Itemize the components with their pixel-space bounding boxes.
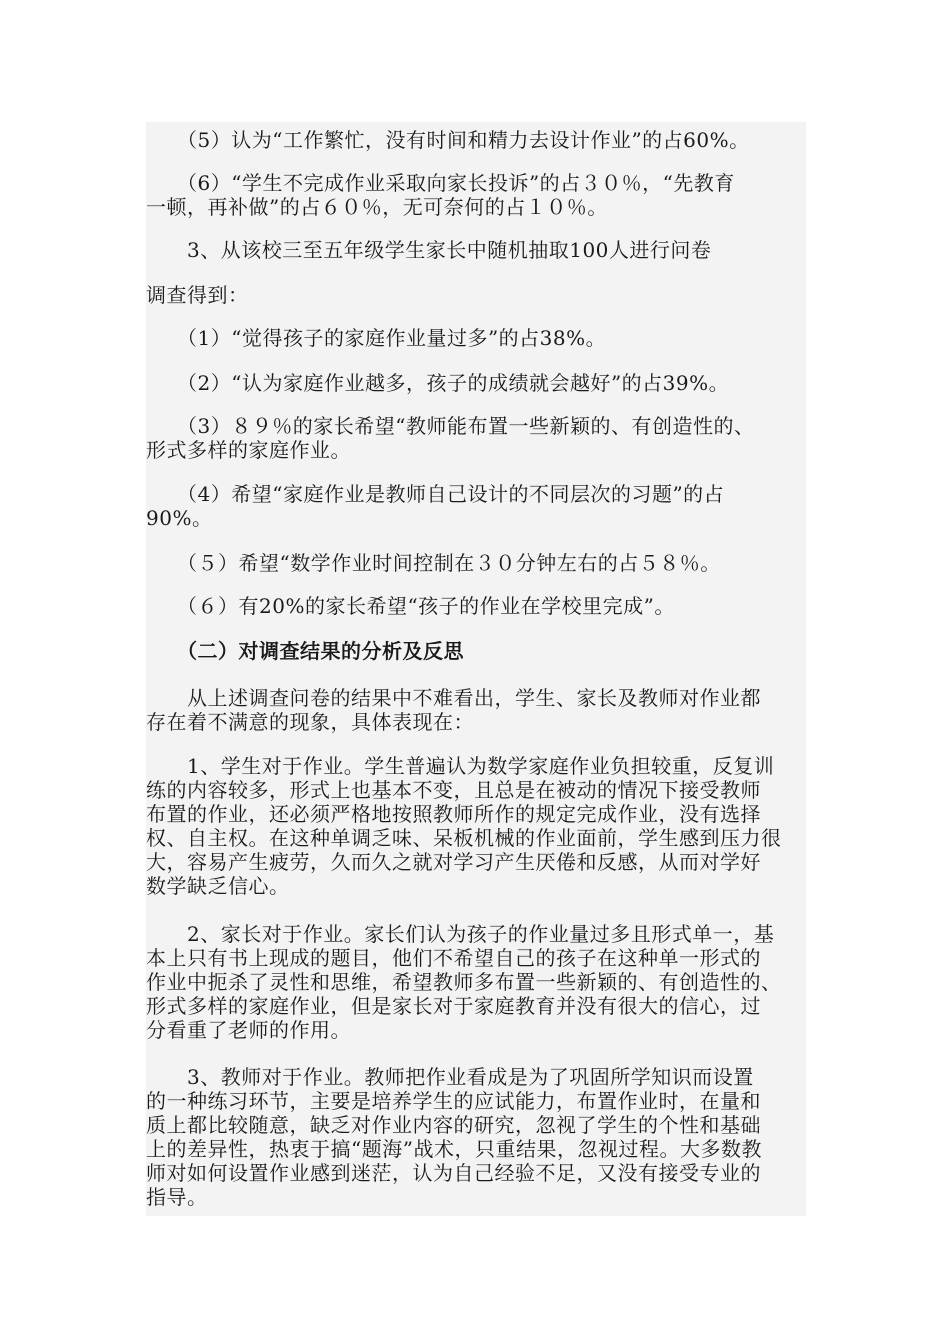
paragraph bbox=[146, 594, 806, 618]
text-line: （1）“觉得孩子的家庭作业量过多”的占38%。 bbox=[146, 326, 607, 350]
text-line: 90%。 bbox=[146, 506, 213, 530]
text-line: （3）８９％的家长希望“教师能布置一些新颖的、有创造性的、 bbox=[146, 414, 755, 438]
text-line: 一顿，再补做”的占６０％，无可奈何的占１０％。 bbox=[146, 195, 608, 219]
text-line: 练的内容较多，形式上也基本不变，且总是在被动的情况下接受教师 bbox=[146, 778, 761, 802]
paragraph bbox=[146, 1065, 806, 1209]
text-line: 分看重了老师的作用。 bbox=[146, 1018, 351, 1042]
text-line: 3、从该校三至五年级学生家长中随机抽取100人进行问卷 bbox=[146, 238, 712, 262]
paragraph bbox=[146, 371, 806, 395]
paragraph bbox=[146, 922, 806, 1042]
paragraph bbox=[146, 414, 806, 462]
text-line: 3、教师对于作业。教师把作业看成是为了巩固所学知识而设置 bbox=[146, 1065, 754, 1089]
text-line: （4）希望“家庭作业是教师自己设计的不同层次的习题”的占 bbox=[146, 482, 725, 506]
text-line: 1、学生对于作业。学生普遍认为数学家庭作业负担较重，反复训 bbox=[146, 754, 775, 778]
text-line: 权、自主权。在这种单调乏味、呆板机械的作业面前，学生感到压力很 bbox=[146, 826, 782, 850]
section-heading bbox=[146, 639, 806, 663]
text-line: （５）希望“数学作业时间控制在３０分钟左右的占５８％。 bbox=[146, 551, 721, 575]
paragraph bbox=[146, 128, 806, 152]
text-line: 形式多样的家庭作业，但是家长对于家庭教育并没有很大的信心，过 bbox=[146, 994, 761, 1018]
text-line: 存在着不满意的现象，具体表现在： bbox=[146, 710, 474, 734]
text-line: 上的差异性，热衷于搞“题海”战术，只重结果，忽视过程。大多数教 bbox=[146, 1137, 762, 1161]
paragraph bbox=[146, 326, 806, 350]
text-line: 从上述调查问卷的结果中不难看出，学生、家长及教师对作业都 bbox=[146, 686, 761, 710]
paragraph bbox=[146, 551, 806, 575]
paragraph bbox=[146, 283, 806, 307]
paragraph bbox=[146, 171, 806, 219]
text-line: 数学缺乏信心。 bbox=[146, 874, 290, 898]
text-line: （2）“认为家庭作业越多，孩子的成绩就会越好”的占39%。 bbox=[146, 371, 730, 395]
text-line: （二）对调查结果的分析及反思 bbox=[146, 639, 464, 663]
text-line: 质上都比较随意，缺乏对作业内容的研究，忽视了学生的个性和基础 bbox=[146, 1113, 761, 1137]
text-line: 2、家长对于作业。家长们认为孩子的作业量过多且形式单一，基 bbox=[146, 922, 775, 946]
text-line: （6）“学生不完成作业采取向家长投诉”的占３０％，“先教育 bbox=[146, 171, 735, 195]
text-line: （5）认为“工作繁忙，没有时间和精力去设计作业”的占60%。 bbox=[146, 128, 750, 152]
text-line: 调查得到： bbox=[146, 283, 249, 307]
text-line: 指导。 bbox=[146, 1185, 208, 1209]
text-line: 大，容易产生疲劳，久而久之就对学习产生厌倦和反感，从而对学好 bbox=[146, 850, 761, 874]
text-line: 作业中扼杀了灵性和思维，希望教师多布置一些新颖的、有创造性的、 bbox=[146, 970, 782, 994]
text-line: 的一种练习环节，主要是培养学生的应试能力，布置作业时，在量和 bbox=[146, 1089, 761, 1113]
text-line: 本上只有书上现成的题目，他们不希望自己的孩子在这种单一形式的 bbox=[146, 946, 761, 970]
paragraph bbox=[146, 686, 806, 734]
text-line: 形式多样的家庭作业。 bbox=[146, 438, 351, 462]
text-line: 师对如何设置作业感到迷茫，认为自己经验不足，又没有接受专业的 bbox=[146, 1161, 761, 1185]
paragraph bbox=[146, 238, 806, 262]
paragraph bbox=[146, 754, 806, 898]
text-line: 布置的作业，还必须严格地按照教师所作的规定完成作业，没有选择 bbox=[146, 802, 761, 826]
paragraph bbox=[146, 482, 806, 530]
text-line: （６）有20%的家长希望“孩子的作业在学校里完成”。 bbox=[146, 594, 675, 618]
